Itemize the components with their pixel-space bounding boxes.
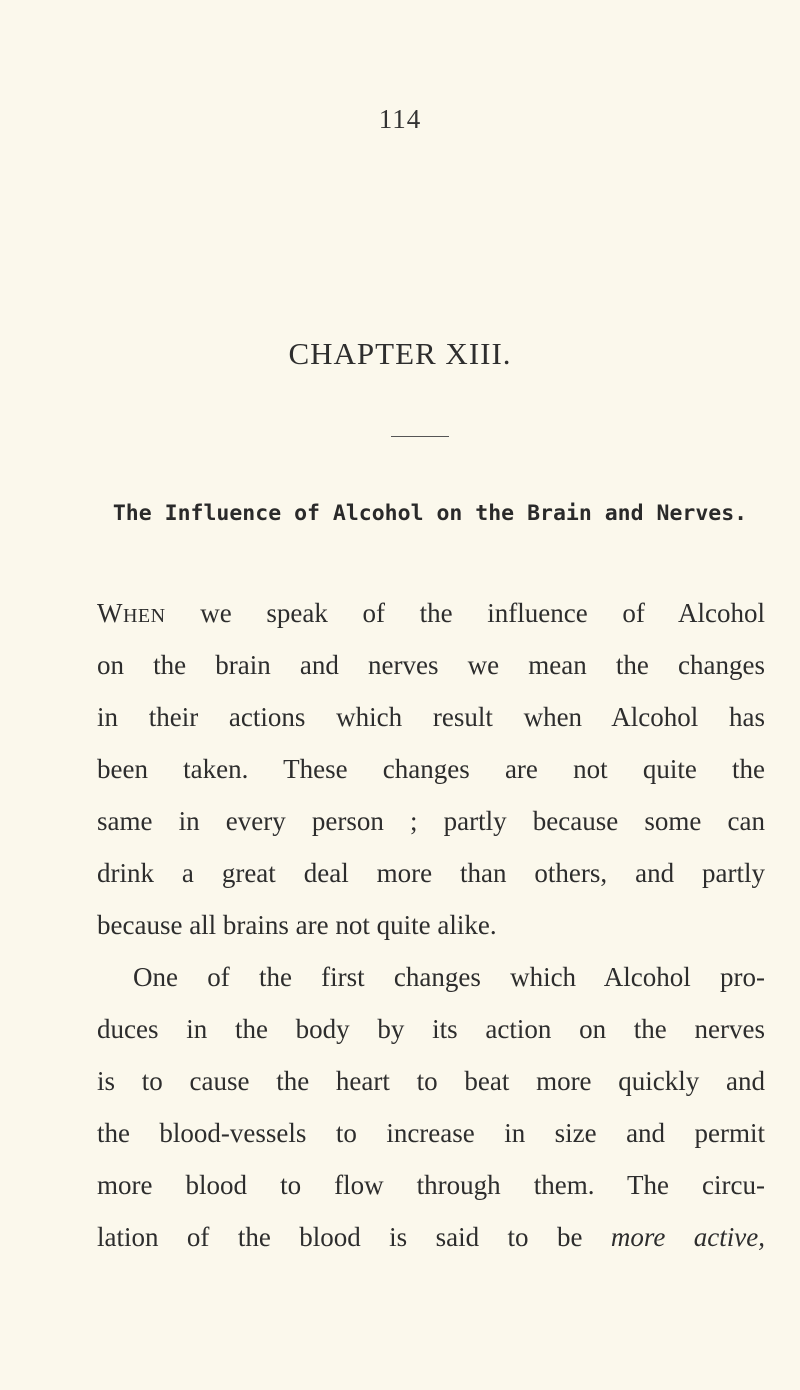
body-line-5: same in every person ; partly because some can xyxy=(97,806,765,836)
body-line-6: drink a great deal more than others, and partly xyxy=(97,858,765,888)
body-line-9: duces in the body by its action on the nerves xyxy=(97,1014,765,1044)
body-line-12: more blood to flow through them. The circu- xyxy=(97,1170,765,1200)
opening-initial: W xyxy=(97,598,123,628)
body-line-4: been taken. These changes are not quite the xyxy=(97,754,765,784)
body-line-1-text: we speak of the influence of Alcohol xyxy=(165,598,765,628)
italic-phrase: more active, xyxy=(610,1222,765,1252)
body-line-8: One of the first changes which Alcohol pro- xyxy=(133,962,765,992)
chapter-heading: CHAPTER XIII. xyxy=(288,336,512,371)
body-line-13 xyxy=(97,1222,765,1253)
body-line-10: is to cause the heart to beat more quickly and xyxy=(97,1066,765,1096)
body-line-2: on the brain and nerves we mean the changes xyxy=(97,650,765,680)
opening-small-caps: HEN xyxy=(122,605,166,627)
body-line-13-text: lation of the blood is said to be xyxy=(97,1222,611,1252)
section-title: The Influence of Alcohol on the Brain and Nerves. xyxy=(112,501,748,526)
opening-word xyxy=(97,598,166,628)
body-line-1 xyxy=(97,598,765,629)
body-line-11: the blood-vessels to increase in size and permit xyxy=(97,1118,765,1148)
body-line-7: because all brains are not quite alike. xyxy=(97,910,497,940)
divider-rule xyxy=(391,436,449,437)
page-number: 114 xyxy=(378,104,422,134)
body-line-3: in their actions which result when Alcohol has xyxy=(97,702,765,732)
